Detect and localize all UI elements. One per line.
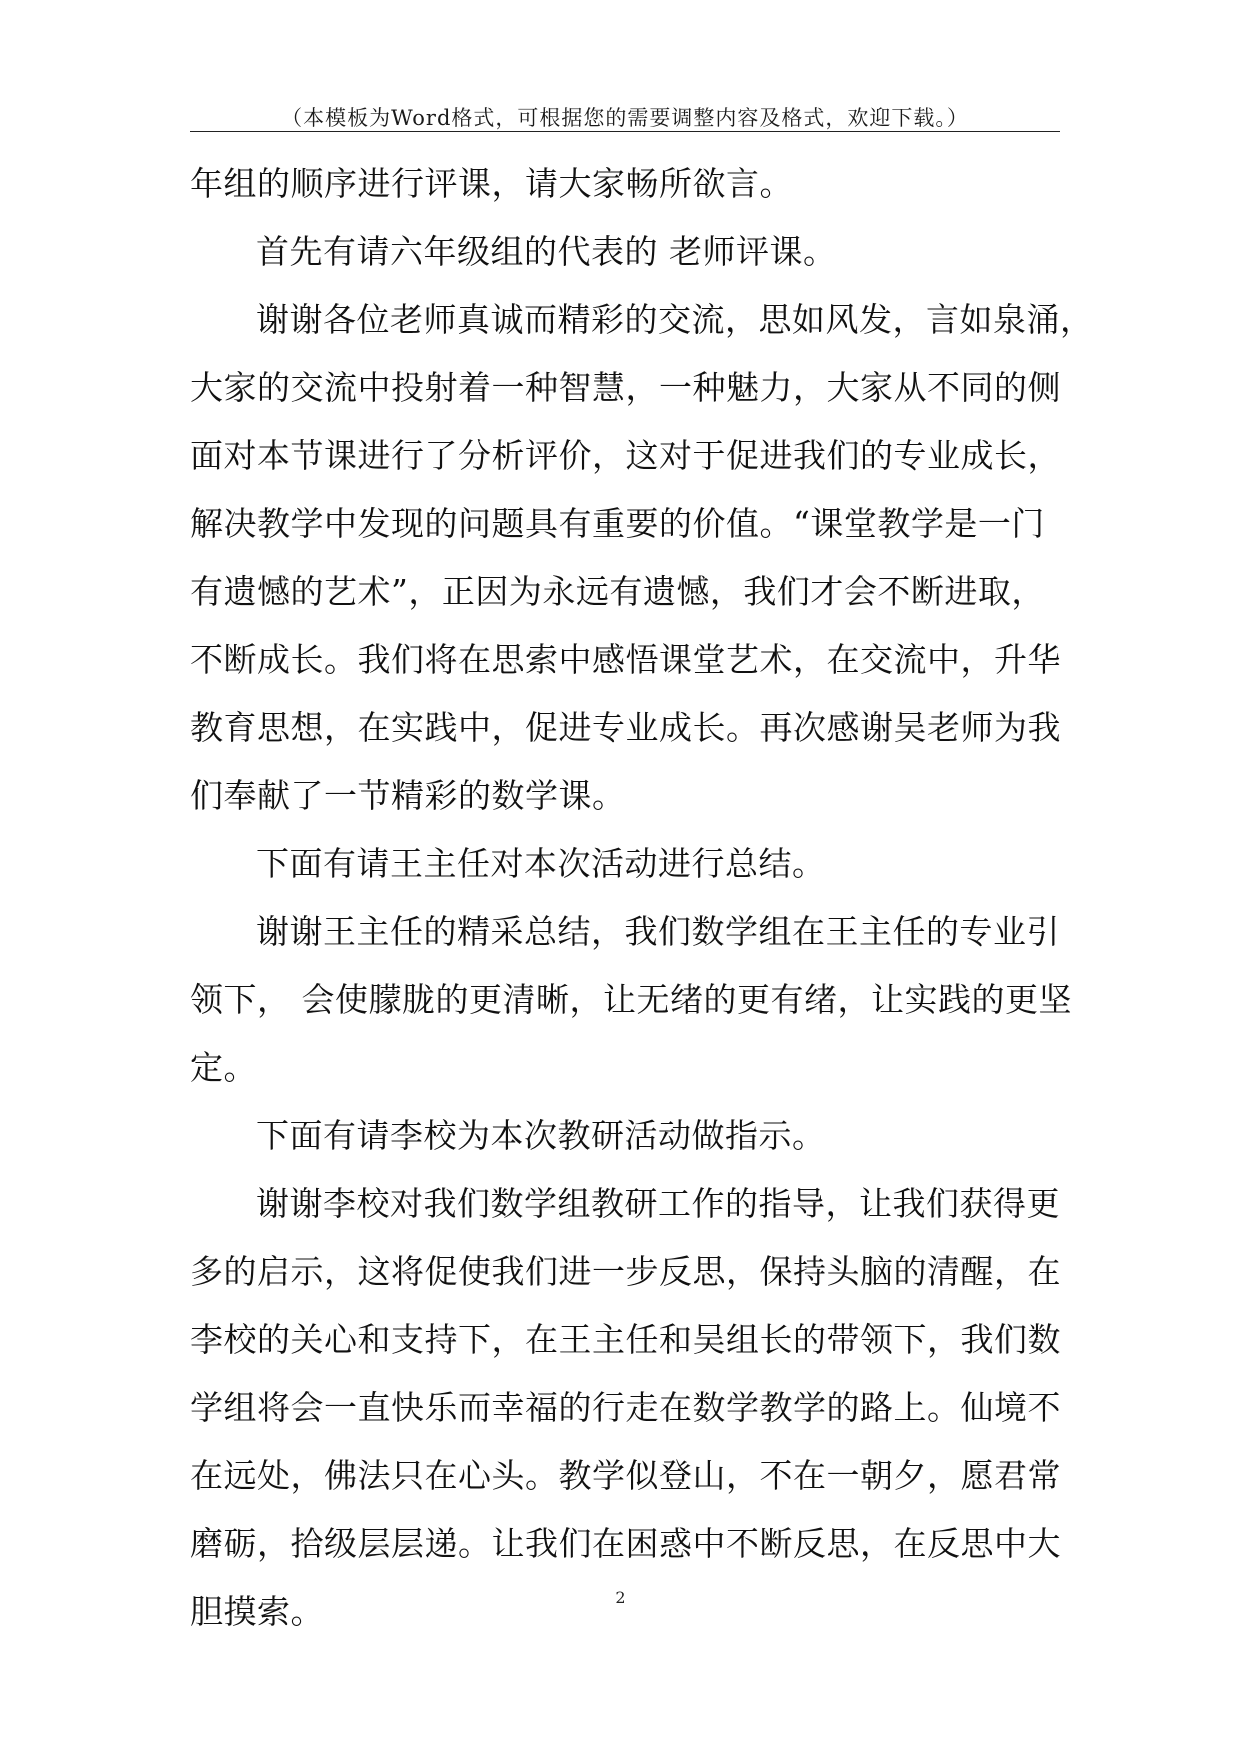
text-line: 在远处，佛法只在心头。教学似登山，不在一朝夕，愿君常	[190, 1456, 1061, 1495]
text-line: 谢谢各位老师真诚而精彩的交流，思如风发，言如泉涌，	[256, 300, 1094, 339]
text-line: 谢谢王主任的精采总结，我们数学组在王主任的专业引	[256, 912, 1060, 951]
text-line: 李校的关心和支持下，在王主任和吴组长的带领下，我们数	[190, 1320, 1061, 1359]
header-divider	[190, 131, 1060, 132]
text-line: 们奉献了一节精彩的数学课。	[190, 776, 626, 815]
text-line: 年组的顺序进行评课，请大家畅所欲言。	[190, 164, 793, 203]
document-body	[190, 150, 1094, 1646]
text-line: 有遗憾的艺术”，正因为永远有遗憾，我们才会不断进取，	[190, 572, 1045, 611]
text-line: 磨砺，拾级层层递。让我们在困惑中不断反思，在反思中大	[190, 1524, 1061, 1563]
header-note: （本模板为Word格式，可根据您的需要调整内容及格式，欢迎下载。）	[281, 106, 969, 130]
text-line: 解决教学中发现的问题具有重要的价值。“课堂教学是一门	[190, 504, 1045, 543]
text-line: 面对本节课进行了分析评价，这对于促进我们的专业成长，	[190, 436, 1061, 475]
page-number: 2	[615, 1588, 626, 1607]
text-line: 不断成长。我们将在思索中感悟课堂艺术，在交流中，升华	[190, 640, 1061, 679]
text-line: 领下， 会使朦胧的更清晰，让无绪的更有绪，让实践的更坚	[190, 980, 1072, 1019]
text-line: 谢谢李校对我们数学组教研工作的指导，让我们获得更	[256, 1184, 1060, 1223]
text-line: 下面有请王主任对本次活动进行总结。	[256, 844, 826, 883]
text-line: 定。	[190, 1048, 257, 1087]
text-line: 大家的交流中投射着一种智慧，一种魅力，大家从不同的侧	[190, 368, 1061, 407]
text-line: 学组将会一直快乐而幸福的行走在数学教学的路上。仙境不	[190, 1388, 1061, 1427]
text-line: 教育思想，在实践中，促进专业成长。再次感谢吴老师为我	[190, 708, 1061, 747]
text-line: 胆摸索。	[190, 1592, 324, 1631]
text-line: 首先有请六年级组的代表的 老师评课。	[256, 232, 837, 271]
text-line: 下面有请李校为本次教研活动做指示。	[256, 1116, 826, 1155]
text-line: 多的启示，这将促使我们进一步反思，保持头脑的清醒，在	[190, 1252, 1061, 1291]
